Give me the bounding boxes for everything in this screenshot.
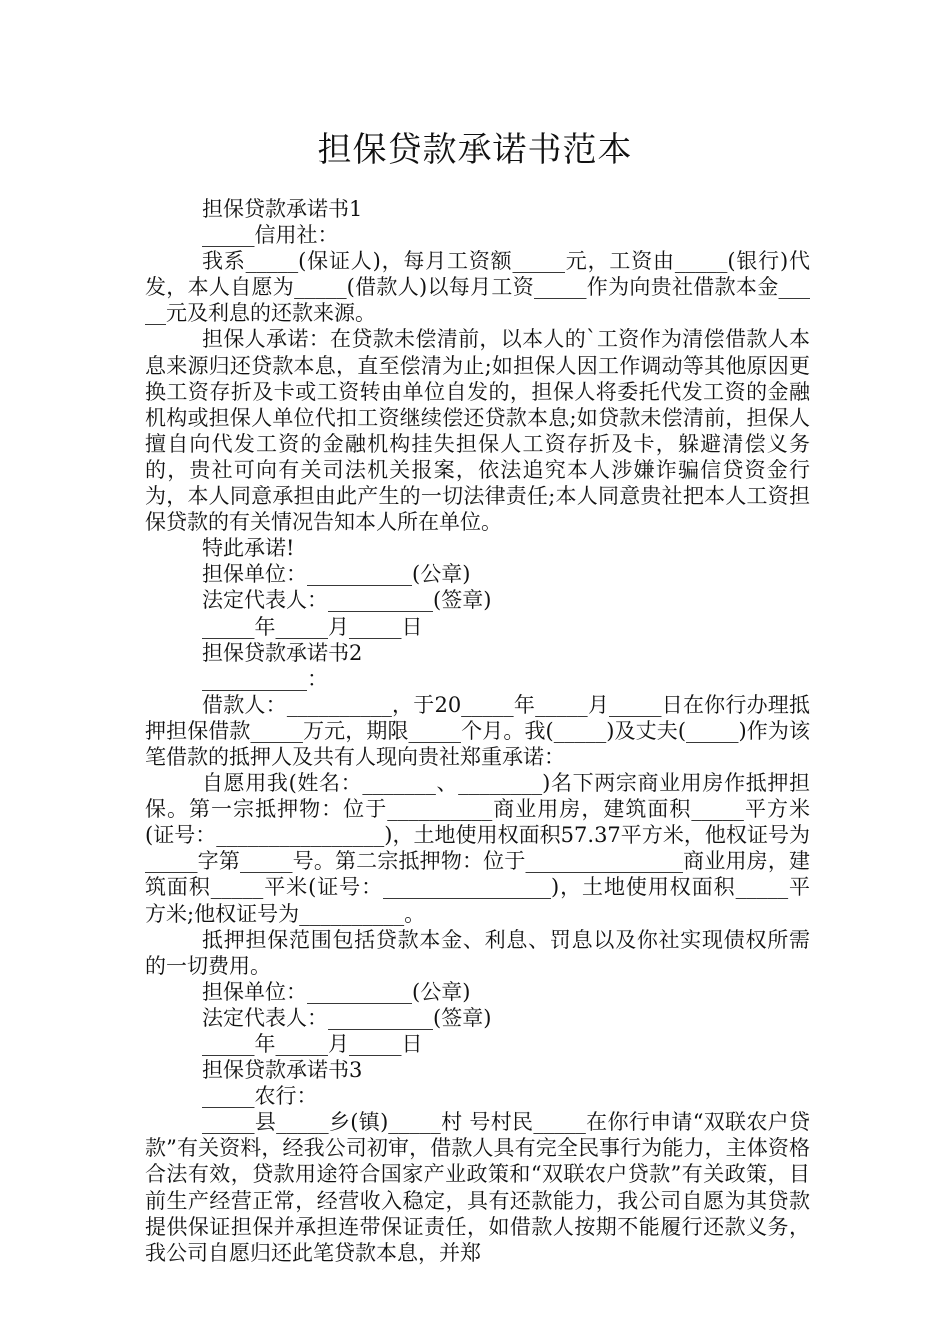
paragraph: 法定代表人：__________(签章) bbox=[202, 1005, 492, 1030]
paragraph: 我系_____(保证人)，每月工资额_____元，工资由_____(银行)代发，本人自愿为_____(借款人)以每月工资_____作为向贵社借款本金_____元及利息的还款来源。 bbox=[145, 249, 810, 326]
document-title: 担保贷款承诺书范本 bbox=[317, 130, 633, 170]
paragraph: _____农行： bbox=[202, 1084, 318, 1109]
document-body bbox=[145, 196, 810, 1266]
paragraph: _____信用社： bbox=[202, 223, 339, 248]
paragraph: 特此承诺! bbox=[202, 536, 295, 561]
paragraph: 担保人承诺：在贷款未偿清前，以本人的`工资作为清偿借款人本息来源归还贷款本息，直至偿清为止;如担保人因工作调动等其他原因更换工资存折及卡或工资转由单位自发的，担保人将委托代发工资的金融机构或担保人单位代扣工资继续偿还贷款本息;如贷款未偿清前，担保人擅自向代发工资的金融机构挂失担保人工资存折及卡，躲避清偿义务的，贵社可向有关司法机关报案，依法追究本人涉嫌诈骗信贷资金行为，本人同意承担由此产生的一切法律责任;本人同意贵社把本人工资担保贷款的有关情况告知本人所在单位。 bbox=[145, 327, 810, 535]
paragraph: __________： bbox=[202, 666, 328, 691]
paragraph: _____县_____乡(镇)_____村 号村民_____在你行申请“双联农户贷款”有关资料，经我公司初审，借款人具有完全民事行为能力，主体资格合法有效，贷款用途符合国家产业政策和“双联农户贷款”有关政策，目前生产经营正常，经营收入稳定，具有还款能力，我公司自愿为其贷款提供保证担保并承担连带保证责任，如借款人按期不能履行还款义务，我公司自愿归还此笔贷款本息，并郑 bbox=[145, 1110, 810, 1265]
paragraph: 担保单位：__________(公章) bbox=[202, 562, 471, 587]
paragraph: 抵押担保范围包括贷款本金、利息、罚息以及你社实现债权所需的一切费用。 bbox=[145, 927, 810, 978]
paragraph: _____年_____月_____日 bbox=[202, 1032, 423, 1056]
paragraph: 担保单位：__________(公章) bbox=[202, 979, 471, 1004]
paragraph: _____年_____月_____日 bbox=[202, 614, 423, 639]
paragraph: 担保贷款承诺书2 bbox=[202, 640, 363, 665]
paragraph: 担保贷款承诺书1 bbox=[202, 197, 363, 221]
paragraph: 借款人：__________，于20_____年_____月_____日在你行办理抵押担保借款_____万元，期限_____个月。我(_____)及丈夫(_____)作为该笔借款的抵押人及共有人现向贵社郑重承诺： bbox=[145, 692, 810, 769]
paragraph: 自愿用我(姓名：_______、________)名下两宗商业用房作抵押担保。第一宗抵押物：位于__________商业用房，建筑面积_____平方米(证号：________________)，土地使用权面积57.37平方米，他权证号为_____字第_____号。第二宗抵押物：位于_______________商业用房，建筑面积_____平米(证号：________________)，土地使用权面积_____平方米;他权证号为__________。 bbox=[145, 771, 810, 926]
paragraph: 担保贷款承诺书3 bbox=[202, 1058, 363, 1083]
paragraph: 法定代表人：__________(签章) bbox=[202, 588, 492, 613]
